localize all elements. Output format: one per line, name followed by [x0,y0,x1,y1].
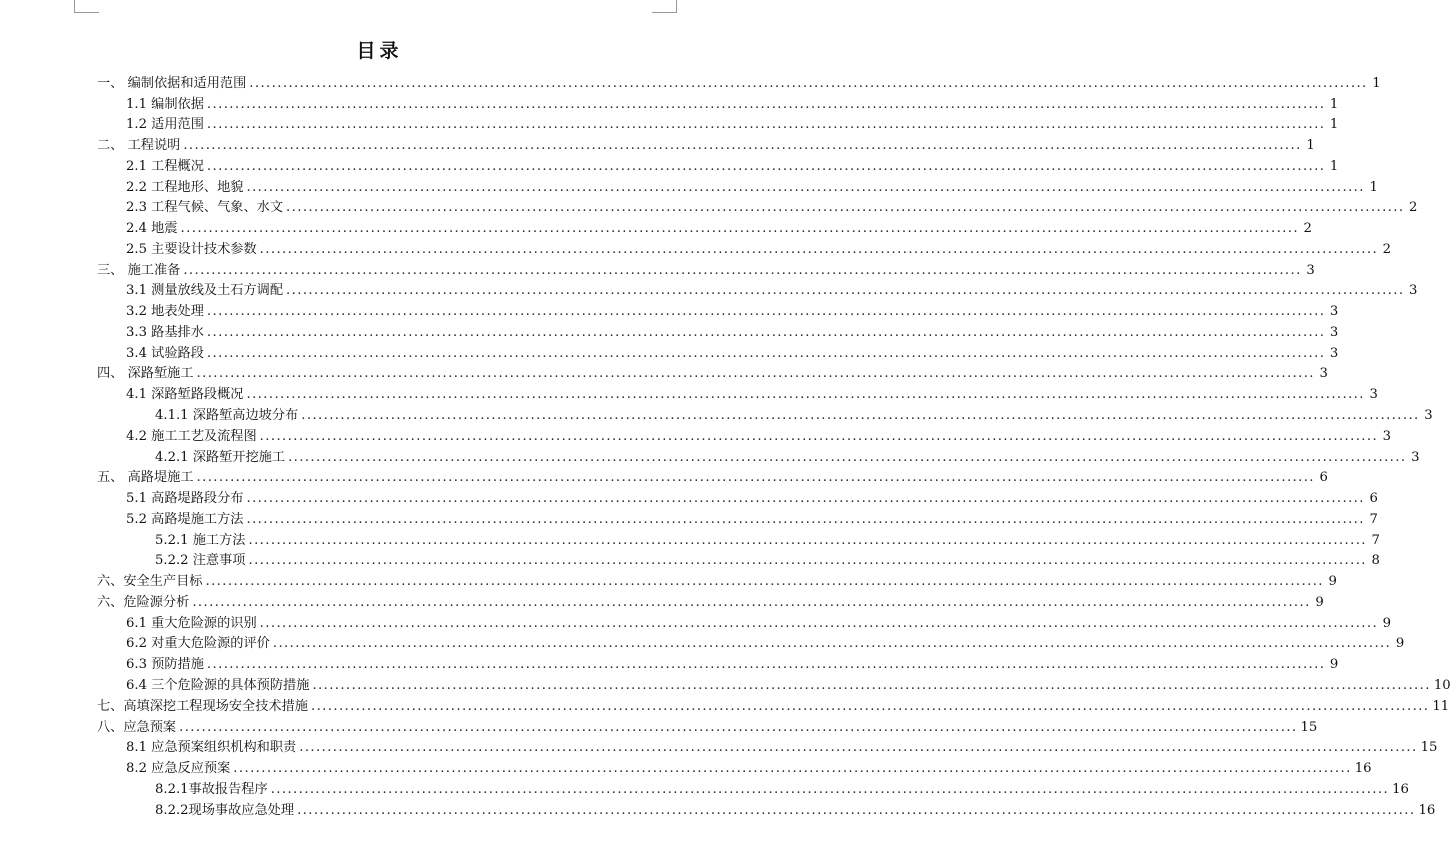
toc-entry[interactable] [97,486,1378,507]
toc-leader-dots: ........................................................................................................................................................................................................ [249,75,1368,91]
toc-entry[interactable] [97,715,1318,736]
toc-entry-label: 一、 编制依据和适用范围 [97,75,247,91]
toc-entry-label: 5.2.1 施工方法 [155,532,246,548]
toc-entry-page-number: 9 [1329,657,1339,673]
toc-entry[interactable] [97,382,1378,403]
toc-entry-label: 3.2 地表处理 [126,304,204,320]
toc-entry[interactable] [97,92,1339,113]
toc-entry-page-number: 1 [1329,96,1339,112]
toc-entry-page-number: 3 [1329,324,1339,340]
toc-entry-page-number: 10 [1433,677,1451,693]
toc-leader-dots: ........................................................................................................................................................................................................ [183,138,1302,154]
toc-leader-dots: ........................................................................................................................................................................................................ [301,408,1420,424]
toc-entry-label: 4.1.1 深路堑高边坡分布 [155,408,299,424]
toc-entry[interactable] [97,71,1381,92]
toc-leader-dots: ........................................................................................................................................................................................................ [246,179,1365,195]
toc-entry-label: 8.1 应急预案组织机构和职责 [126,740,297,756]
toc-entry-page-number: 1 [1372,75,1381,91]
toc-entry-page-number: 7 [1369,511,1378,527]
toc-leader-dots: ........................................................................................................................................................................................................ [246,387,1365,403]
toc-leader-dots: ........................................................................................................................................................................................................ [248,553,1367,569]
toc-leader-dots: ........................................................................................................................................................................................................ [183,262,1302,278]
toc-leader-dots: ........................................................................................................................................................................................................ [205,574,1324,590]
toc-entry-label: 6.1 重大危险源的识别 [126,615,257,631]
toc-entry[interactable] [97,652,1339,673]
table-of-contents [97,71,1451,819]
toc-entry[interactable] [97,632,1405,653]
page-title: 目录 [356,40,403,62]
toc-entry[interactable] [97,113,1339,134]
toc-entry-label: 五、 高路堤施工 [97,470,194,486]
toc-entry[interactable] [97,611,1392,632]
toc-entry-page-number: 2 [1382,241,1392,257]
toc-entry-page-number: 3 [1306,262,1315,278]
toc-leader-dots: ........................................................................................................................................................................................................ [192,594,1311,610]
toc-entry-page-number: 16 [1354,761,1372,777]
toc-entry-page-number: 16 [1392,781,1409,797]
toc-entry-label: 4.2 施工工艺及流程图 [126,428,257,444]
toc-entry[interactable] [97,590,1324,611]
toc-entry-page-number: 9 [1315,594,1324,610]
toc-entry-label: 四、 深路堑施工 [97,366,194,382]
toc-leader-dots: ........................................................................................................................................................................................................ [206,117,1326,133]
toc-entry-page-number: 9 [1382,615,1392,631]
toc-leader-dots: ........................................................................................................................................................................................................ [312,677,1431,693]
toc-entry[interactable] [97,777,1409,798]
toc-leader-dots: ........................................................................................................................................................................................................ [246,511,1365,527]
toc-entry[interactable] [97,694,1450,715]
toc-entry-page-number: 2 [1409,200,1418,216]
toc-leader-dots: ........................................................................................................................................................................................................ [206,158,1326,174]
toc-entry-label: 3.4 试验路段 [126,345,204,361]
toc-entry-page-number: 3 [1409,283,1418,299]
toc-leader-dots: ........................................................................................................................................................................................................ [246,491,1365,507]
toc-entry-page-number: 3 [1424,408,1433,424]
toc-leader-dots: ........................................................................................................................................................................................................ [270,781,1390,797]
toc-entry[interactable] [97,403,1433,424]
toc-entry-label: 2.2 工程地形、地貌 [126,179,244,195]
toc-leader-dots: ........................................................................................................................................................................................................ [206,96,1326,112]
toc-entry[interactable] [97,362,1328,383]
toc-entry-page-number: 11 [1432,698,1450,714]
toc-entry[interactable] [97,196,1418,217]
toc-leader-dots: ........................................................................................................................................................................................................ [286,283,1405,299]
toc-entry-page-number: 1 [1369,179,1378,195]
toc-entry-label: 2.4 地震 [126,221,178,237]
toc-entry[interactable] [97,798,1436,819]
toc-entry-page-number: 1 [1306,138,1315,154]
toc-leader-dots: ........................................................................................................................................................................................................ [206,657,1326,673]
page-corner-mark-left [74,0,99,13]
toc-entry[interactable] [97,549,1380,570]
toc-entry-page-number: 9 [1395,636,1405,652]
toc-leader-dots: ........................................................................................................................................................................................................ [248,532,1367,548]
toc-entry[interactable] [97,341,1339,362]
toc-leader-dots: ........................................................................................................................................................................................................ [206,345,1326,361]
toc-entry-page-number: 3 [1319,366,1328,382]
toc-entry[interactable] [97,528,1380,549]
toc-leader-dots: ........................................................................................................................................................................................................ [286,200,1405,216]
toc-entry[interactable] [97,507,1378,528]
toc-leader-dots: ........................................................................................................................................................................................................ [196,470,1315,486]
toc-entry-label: 二、 工程说明 [97,138,181,154]
toc-leader-dots: ........................................................................................................................................................................................................ [299,740,1418,756]
toc-entry-label: 4.1 深路堑路段概况 [126,387,244,403]
toc-leader-dots: ........................................................................................................................................................................................................ [259,428,1379,444]
toc-entry-label: 6.4 三个危险源的具体预防措施 [126,677,310,693]
toc-leader-dots: ........................................................................................................................................................................................................ [259,241,1379,257]
toc-entry-label: 1.1 编制依据 [126,96,204,112]
toc-entry-page-number: 3 [1329,345,1339,361]
toc-entry-page-number: 1 [1329,158,1339,174]
toc-leader-dots: ........................................................................................................................................................................................................ [288,449,1407,465]
toc-entry[interactable] [97,133,1315,154]
toc-entry[interactable] [97,216,1312,237]
toc-entry-label: 6.2 对重大危险源的评价 [126,636,270,652]
toc-entry-page-number: 6 [1369,491,1378,507]
toc-leader-dots: ........................................................................................................................................................................................................ [272,636,1392,652]
toc-entry-page-number: 3 [1411,449,1420,465]
toc-leader-dots: ........................................................................................................................................................................................................ [196,366,1315,382]
page-corner-mark-right [652,0,677,13]
toc-entry[interactable] [97,445,1420,466]
toc-entry[interactable] [97,237,1392,258]
toc-entry-label: 8.2.1事故报告程序 [155,781,268,797]
toc-entry[interactable] [97,673,1451,694]
toc-entry-page-number: 9 [1328,574,1337,590]
toc-leader-dots: ........................................................................................................................................................................................................ [179,719,1298,735]
toc-entry-page-number: 7 [1371,532,1380,548]
toc-entry-label: 3.3 路基排水 [126,324,204,340]
toc-entry-page-number: 16 [1418,802,1436,818]
toc-entry-page-number: 15 [1300,719,1318,735]
toc-leader-dots: ........................................................................................................................................................................................................ [233,761,1352,777]
toc-entry-label: 八、应急预案 [97,719,177,735]
toc-entry-label: 三、 施工准备 [97,262,181,278]
toc-entry[interactable] [97,258,1315,279]
toc-entry-label: 七、高填深挖工程现场安全技术措施 [97,698,308,714]
toc-entry-page-number: 8 [1371,553,1380,569]
toc-entry-page-number: 2 [1303,221,1312,237]
toc-entry-label: 8.2.2现场事故应急处理 [155,802,295,818]
toc-entry[interactable] [97,756,1372,777]
toc-entry[interactable] [97,424,1392,445]
toc-entry-label: 5.1 高路堤路段分布 [126,491,244,507]
toc-entry-page-number: 3 [1329,304,1339,320]
toc-leader-dots: ........................................................................................................................................................................................................ [180,221,1299,237]
toc-entry[interactable] [97,569,1337,590]
toc-entry-label: 六、安全生产目标 [97,574,203,590]
toc-entry-label: 2.5 主要设计技术参数 [126,241,257,257]
toc-entry[interactable] [97,736,1438,757]
toc-entry[interactable] [97,154,1339,175]
toc-entry-page-number: 15 [1420,740,1438,756]
toc-entry-label: 六、危险源分析 [97,594,190,610]
toc-leader-dots: ........................................................................................................................................................................................................ [259,615,1379,631]
toc-entry[interactable] [97,279,1418,300]
toc-entry[interactable] [97,175,1378,196]
toc-entry-label: 6.3 预防措施 [126,657,204,673]
toc-entry[interactable] [97,299,1339,320]
toc-leader-dots: ........................................................................................................................................................................................................ [311,698,1430,714]
toc-entry-page-number: 1 [1329,117,1339,133]
toc-leader-dots: ........................................................................................................................................................................................................ [297,802,1416,818]
toc-entry-label: 3.1 测量放线及土石方调配 [126,283,284,299]
toc-entry-label: 2.3 工程气候、气象、水文 [126,200,284,216]
toc-entry-label: 5.2.2 注意事项 [155,553,246,569]
toc-leader-dots: ........................................................................................................................................................................................................ [206,324,1326,340]
toc-entry-page-number: 3 [1369,387,1378,403]
toc-entry-label: 1.2 适用范围 [126,117,204,133]
toc-entry[interactable] [97,320,1339,341]
toc-entry[interactable] [97,466,1328,487]
toc-entry-label: 5.2 高路堤施工方法 [126,511,244,527]
toc-entry-page-number: 3 [1382,428,1392,444]
toc-entry-label: 8.2 应急反应预案 [126,761,231,777]
toc-entry-label: 4.2.1 深路堑开挖施工 [155,449,286,465]
toc-leader-dots: ........................................................................................................................................................................................................ [206,304,1326,320]
toc-entry-label: 2.1 工程概况 [126,158,204,174]
toc-entry-page-number: 6 [1319,470,1328,486]
